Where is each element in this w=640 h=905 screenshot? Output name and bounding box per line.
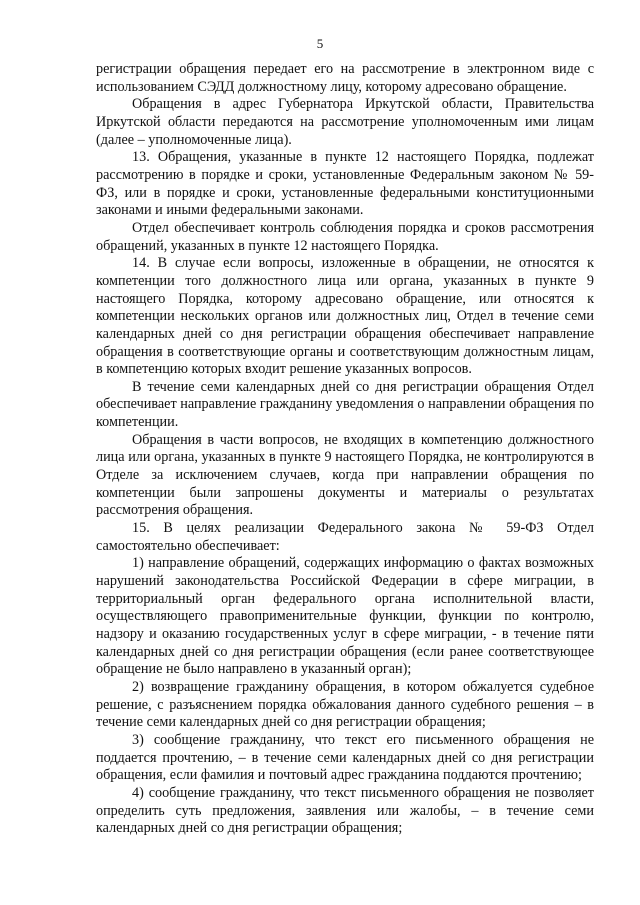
paragraph-item-15: 15. В целях реализации Федерального закона № 59-ФЗ Отдел самостоятельно обеспечивает: xyxy=(96,520,594,554)
paragraph-control: Отдел обеспечивает контроль соблюдения порядка и сроков рассмотрения обращений, указанных в пункте 12 настоящего Порядка. xyxy=(96,219,594,254)
paragraph-subitem-4: 4) сообщение гражданину, что текст письменного обращения не позволяет определить суть предложения, заявления или жалобы, – в течение семи календарных дней со дня регистрации обращения; xyxy=(96,784,594,837)
paragraph-subitem-1: 1) направление обращений, содержащих информацию о фактах возможных нарушений законодательства Российской Федерации в сфере миграции, в территориальный орган федерального органа исполнительной власти, осуществляющего правоприменительные функции, функции по контролю, надзору и оказанию государственных услуг в сфере миграции, - в течение пяти календарных дней со дня регистрации обращения (если ранее соответствующее обращение не было направлено в указанный орган); xyxy=(96,555,594,678)
paragraph-item-13: 13. Обращения, указанные в пункте 12 настоящего Порядка, подлежат рассмотрению в порядке и сроки, установленные Федеральным законом № 59-ФЗ, или в порядке и сроки, установленные федеральными конституционными законами и иными федеральными законами. xyxy=(96,149,594,219)
document-body xyxy=(96,61,594,838)
paragraph-notification: В течение семи календарных дней со дня регистрации обращения Отдел обеспечивает направление гражданину уведомления о направлении обращения по компетенции. xyxy=(96,378,594,431)
paragraph-item-14: 14. В случае если вопросы, изложенные в обращении, не относятся к компетенции того должностного лица или органа, указанных в пункте 9 настоящего Порядка, которому адресовано обращение, или относятся к компетенции нескольких органов или должностных лиц, Отдел в течение семи календарных дней со дня регистрации обращения обеспечивает направление обращения в соответствующие органы и соответствующим должностным лицам, в компетенцию которых входит решение указанных вопросов. xyxy=(96,255,594,378)
page-number: 5 xyxy=(316,36,324,51)
paragraph-subitem-3: 3) сообщение гражданину, что текст его письменного обращения не поддается прочтению, – в течение семи календарных дней со дня регистрации обращения, если фамилия и почтовый адрес гражданина поддаются прочтению; xyxy=(96,731,594,784)
paragraph-not-controlled: Обращения в части вопросов, не входящих в компетенцию должностного лица или органа, указанных в пункте 9 настоящего Порядка, не контролируются в Отделе за исключением случаев, когда при направлении обращения по компетенции были запрошены документы и материалы о результатах рассмотрения обращения. xyxy=(96,431,594,519)
paragraph-governor-appeals: Обращения в адрес Губернатора Иркутской области, Правительства Иркутской области передаются на рассмотрение уполномоченным ими лицам (далее – уполномоченные лица). xyxy=(96,96,594,148)
paragraph-subitem-2: 2) возвращение гражданину обращения, в котором обжалуется судебное решение, с разъяснением порядка обжалования данного судебного решения – в течение семи календарных дней со дня регистрации обращения; xyxy=(96,678,594,731)
paragraph-continuation: регистрации обращения передает его на рассмотрение в электронном виде с использованием СЭДД должностному лицу, которому адресовано обращение. xyxy=(96,61,594,95)
